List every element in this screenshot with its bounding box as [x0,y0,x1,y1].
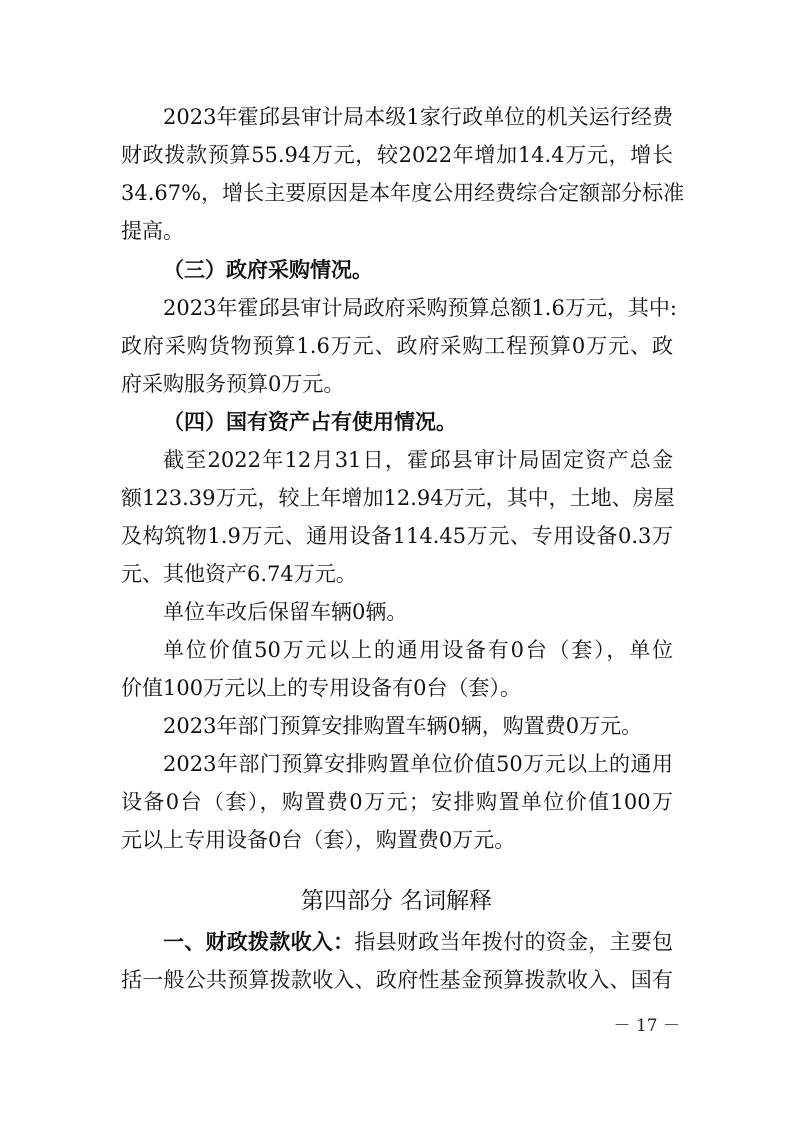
section-heading: 第四部分 名词解释 [300,888,493,914]
paragraph-line: 2023年部门预算安排购置单位价值50万元以上的通用 [163,752,673,776]
paragraph-line: 府采购服务预算0万元。 [121,372,345,396]
paragraph-line: 括一般公共预算拨款收入、政府性基金预算拨款收入、国有 [121,968,673,992]
paragraph-line: 额123.39万元，较上年增加12.94万元，其中，土地、房屋 [121,486,675,510]
term-label: 一、财政拨款收入： [163,929,355,954]
paragraph-line: 设备0台（套），购置费0万元；安排购置单位价值100万 [121,790,673,814]
paragraph-line: 及构筑物1.9万元、通用设备114.45万元、专用设备0.3万 [121,524,673,548]
paragraph-line: 截至2022年12月31日，霍邱县审计局固定资产总金 [163,448,673,472]
page-number: － 17 － [613,1016,680,1036]
paragraph-line: 元以上专用设备0台（套），购置费0万元。 [121,828,516,852]
paragraph-line: 提高。 [121,219,184,243]
paragraph-line: 元、其他资产6.74万元。 [121,562,357,586]
term-text: 指县财政当年拨付的资金，主要包 [354,930,674,954]
paragraph-line: 2023年霍邱县审计局政府采购预算总额1.6万元，其中: [163,296,677,320]
paragraph-line: 价值100万元以上的专用设备有0台（套）。 [121,676,521,700]
paragraph-line: 政府采购货物预算1.6万元、政府采购工程预算0万元、政 [121,334,673,358]
paragraph-line: 财政拨款预算55.94万元，较2022年增加14.4万元，增长 [121,143,673,167]
paragraph-line: 单位价值50万元以上的通用设备有0台（套），单位 [163,638,673,662]
paragraph-line: 2023年部门预算安排购置车辆0辆，购置费0万元。 [163,714,643,738]
term-definition-line [163,925,673,959]
paragraph-line: 34.67%，增长主要原因是本年度公用经费综合定额部分标准 [121,181,685,205]
subsection-heading: （四）国有资产占有使用情况。 [163,409,457,434]
subsection-heading: （三）政府采购情况。 [163,257,373,282]
paragraph-line: 单位车改后保留车辆0辆。 [163,600,408,624]
paragraph-line: 2023年霍邱县审计局本级1家行政单位的机关运行经费 [163,105,673,129]
